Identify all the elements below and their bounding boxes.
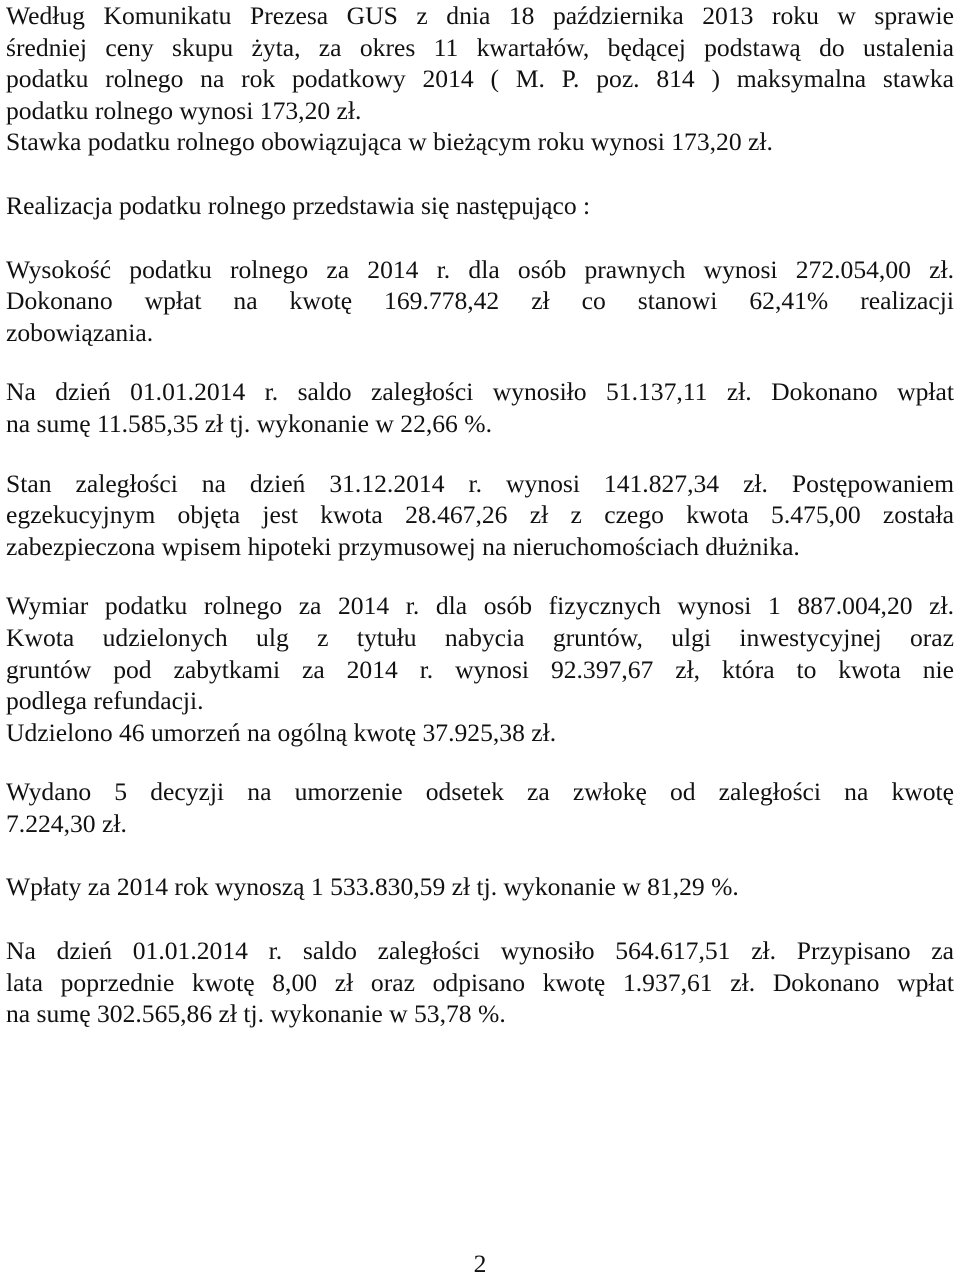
paragraph-spacer [6, 440, 954, 468]
text-line: na sumę 302.565,86 zł tj. wykonanie w 53,78 %. [6, 999, 506, 1029]
paragraph-arrears-natural [6, 935, 954, 1030]
text-line: podatku rolnego na rok podatkowy 2014 ( M. P. poz. 814 ) maksymalna stawka [6, 64, 954, 94]
text-line: na sumę 11.585,35 zł tj. wykonanie w 22,66 %. [6, 408, 492, 438]
text-line: Wymiar podatku rolnego za 2014 r. dla osób fizycznych wynosi 1 887.004,20 zł. [6, 591, 954, 621]
text-line: podatku rolnego wynosi 173,20 zł. [6, 95, 362, 125]
text-line: egzekucyjnym objęta jest kwota 28.467,26 zł z czego kwota 5.475,00 została [6, 500, 954, 530]
text-line: Na dzień 01.01.2014 r. saldo zaległości wynosiło 51.137,11 zł. Dokonano wpłat [6, 377, 954, 407]
text-line: średniej ceny skupu żyta, za okres 11 kwartałów, będącej podstawą do ustalenia [6, 32, 954, 62]
text-line: Na dzień 01.01.2014 r. saldo zaległości wynosiło 564.617,51 zł. Przypisano za [6, 936, 954, 966]
text-line: zobowiązania. [6, 317, 154, 347]
paragraph-spacer [6, 158, 954, 190]
text-line: Realizacja podatku rolnego przedstawia się następująco : [6, 190, 591, 220]
text-line: zabezpieczona wpisem hipoteki przymusowej na nieruchomościach dłużnika. [6, 531, 800, 561]
text-line: lata poprzednie kwotę 8,00 zł oraz odpisano kwotę 1.937,61 zł. Dokonano wpłat [6, 967, 954, 997]
text-line: Dokonano wpłat na kwotę 169.778,42 zł co stanowi 62,41% realizacji [6, 286, 954, 316]
paragraph-arrears-legal [6, 376, 954, 439]
paragraph-spacer [6, 903, 954, 935]
text-line: Stawka podatku rolnego obowiązująca w bieżącym roku wynosi 173,20 zł. [6, 127, 773, 157]
paragraph-gus-announcement [6, 0, 954, 158]
paragraph-spacer [6, 348, 954, 376]
text-line: Kwota udzielonych ulg z tytułu nabycia gruntów, ulgi inwestycyjnej oraz [6, 622, 954, 652]
paragraph-legal-persons-tax [6, 254, 954, 349]
text-line: Według Komunikatu Prezesa GUS z dnia 18 października 2013 roku w sprawie [6, 1, 954, 30]
paragraph-spacer [6, 839, 954, 871]
document-page [6, 0, 954, 1030]
text-line: podlega refundacji. [6, 686, 204, 716]
text-line: Wysokość podatku rolnego za 2014 r. dla osób prawnych wynosi 272.054,00 zł. [6, 254, 954, 284]
paragraph-interest-decisions [6, 776, 954, 839]
paragraph-natural-persons-tax [6, 590, 954, 748]
paragraph-realization-intro [6, 190, 954, 222]
text-line: Udzielono 46 umorzeń na ogólną kwotę 37.925,38 zł. [6, 717, 557, 747]
paragraph-spacer [6, 222, 954, 254]
text-line: Wydano 5 decyzji na umorzenie odsetek za zwłokę od zaległości na kwotę [6, 777, 954, 807]
text-line: gruntów pod zabytkami za 2014 r. wynosi 92.397,67 zł, która to kwota nie [6, 654, 954, 684]
paragraph-arrears-status [6, 468, 954, 563]
paragraph-spacer [6, 748, 954, 776]
page-number: 2 [473, 1249, 487, 1278]
paragraph-payments-2014 [6, 871, 954, 903]
text-line: 7.224,30 zł. [6, 808, 127, 838]
text-line: Stan zaległości na dzień 31.12.2014 r. wynosi 141.827,34 zł. Postępowaniem [6, 468, 954, 498]
text-line: Wpłaty za 2014 rok wynoszą 1 533.830,59 zł tj. wykonanie w 81,29 %. [6, 872, 739, 902]
paragraph-spacer [6, 562, 954, 590]
